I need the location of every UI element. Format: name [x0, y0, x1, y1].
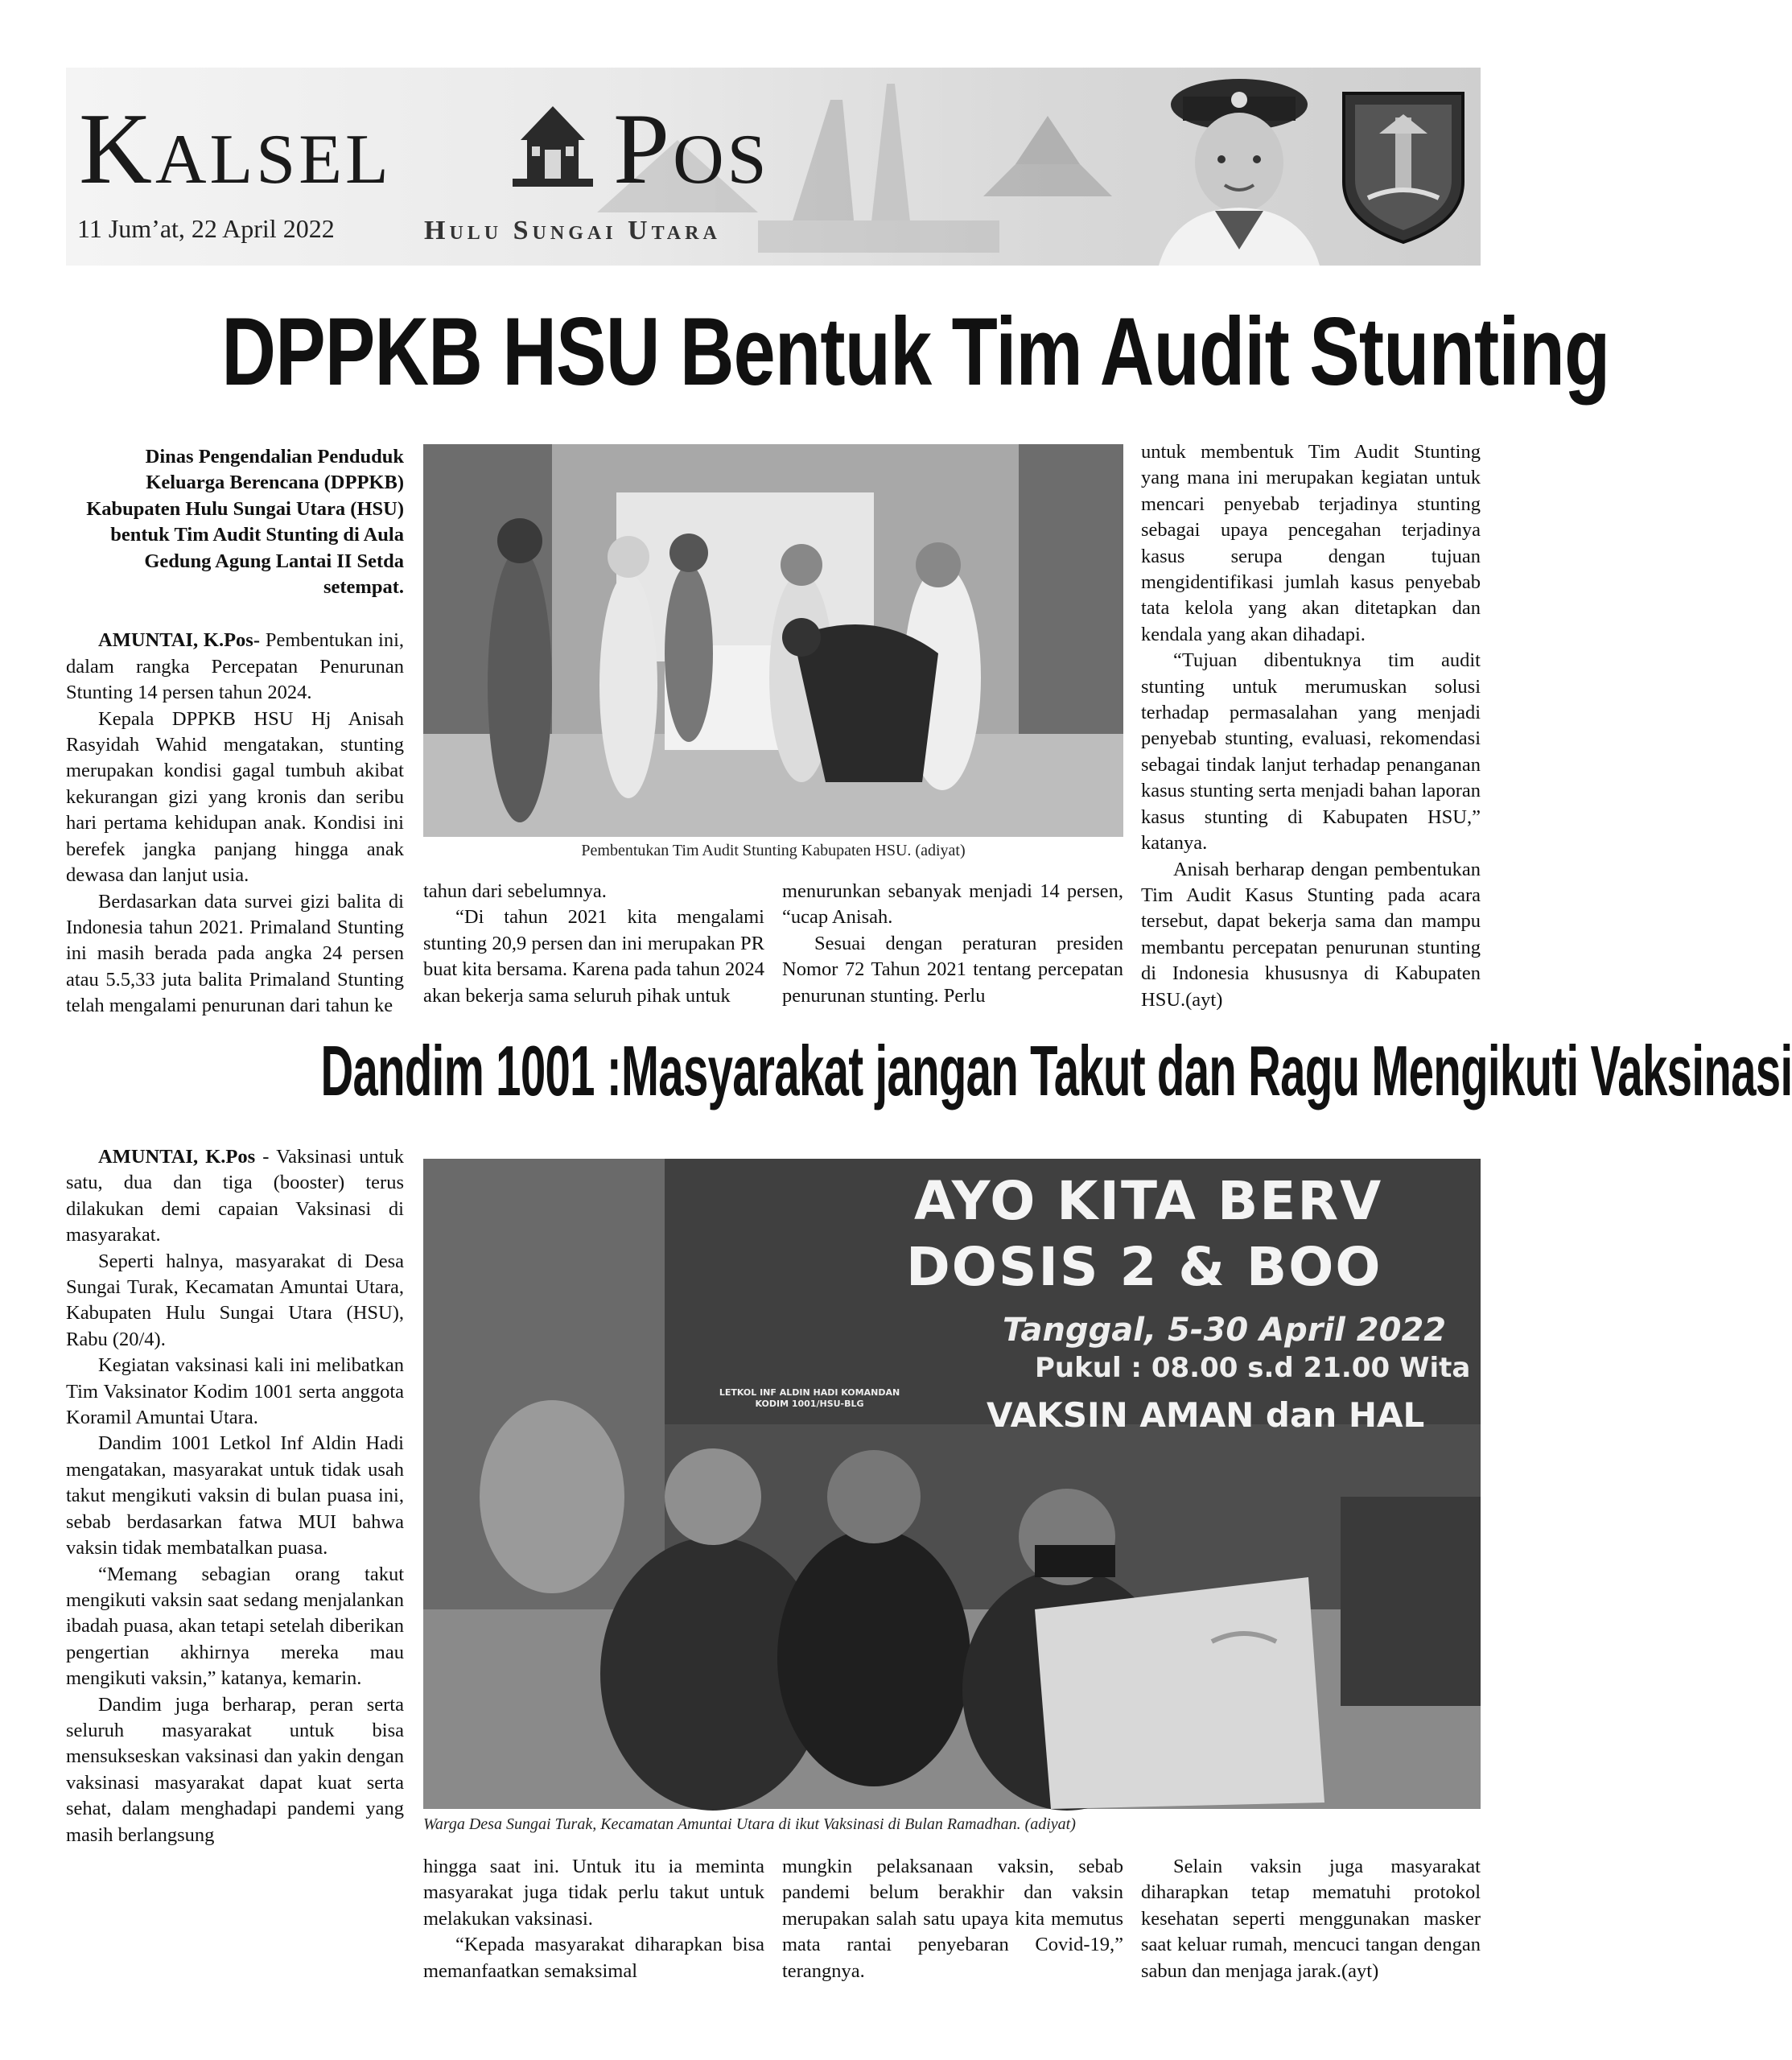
masthead-title-left: Kalsel [79, 93, 392, 205]
article1-photo-caption: Pembentukan Tim Audit Stunting Kabupaten HSU. (adiyat) [581, 842, 966, 859]
article2-paragraph: AMUNTAI, K.Pos - Vaksinasi untuk satu, dua dan tiga (booster) terus dilakukan demi capaian Vaksinasi di masyarakat. [66, 1146, 404, 1246]
article1-paragraph: tahun dari sebelumnya. [423, 880, 607, 902]
article2-paragraph: “Memang sebagian orang takut mengikuti vaksin saat sedang menjalankan ibadah puasa, akan tetapi setelah diberikan pengertian akhirnya mereka mau mengikuti vaksin,” katanya, kemarin. [66, 1563, 404, 1690]
banner-line-5: VAKSIN AMAN dan HAL [987, 1395, 1425, 1435]
article1-column-4 [1141, 439, 1481, 1013]
article2-column-2 [423, 1854, 764, 1984]
article1-column-1 [66, 444, 404, 1020]
banner-line-3: Tanggal, 5-30 April 2022 [1003, 1312, 1447, 1349]
article2-column-4 [1141, 1854, 1481, 1984]
article2-paragraph: Dandim juga berharap, peran serta seluruh masyarakat untuk bisa mensukseskan vaksinasi dan yakin dengan vaksinasi masyarakat dapat kuat serta sehat, dalam menghadapi pandemi yang masih berlangsung [66, 1693, 404, 1846]
region-name: Hulu Sungai Utara [424, 216, 721, 245]
article2-paragraph: Kegiatan vaksinasi kali ini melibatkan Tim Vaksinator Kodim 1001 serta anggota Koramil Amuntai Utara. [66, 1354, 404, 1429]
article2-paragraph: mungkin pelaksanaan vaksin, sebab pandemi belum berakhir dan vaksin merupakan salah satu upaya kita memutus mata rantai penyebaran Covid-19,” terangnya. [782, 1856, 1123, 1982]
article1-paragraph: Kepala DPPKB HSU Hj Anisah Rasyidah Wahid mengatakan, stunting merupakan kondisi gagal tumbuh akibat kekurangan gizi yang kronis dan seribu hari pertama kehidupan anak. Kondisi ini berefek jangka panjang hingga anak dewasa dan lanjut usia. [66, 707, 404, 887]
traditional-house-logo-icon [505, 100, 601, 196]
article1-paragraph: untuk membentuk Tim Audit Stunting yang mana ini merupakan kegiatan untuk mencari penyebab terjadinya stunting sebagai upaya pencegahan terjadinya kasus serupa dengan tujuan mengidentifikasi jumlah kasus penyebab tata kelola yang akan ditetapkan dan kendala yang akan dihadapi. [1141, 441, 1481, 645]
article1-paragraph: Berdasarkan data survei gizi balita di Indonesia tahun 2021. Primaland Stunting ini masih berada pada angka 24 persen atau 5.5,33 juta balita Primaland Stunting telah mengalami penurunan dari tahun ke [66, 890, 404, 1017]
edition-date: 11 Jum’at, 22 April 2022 [77, 214, 335, 243]
article1-column-2 [423, 879, 764, 1009]
article2-photo-caption: Warga Desa Sungai Turak, Kecamatan Amuntai Utara di ikut Vaksinasi di Bulan Ramadhan. (adiyat) [423, 1815, 1076, 1833]
article1-dateline: AMUNTAI, K.Pos- [98, 629, 260, 652]
article2-paragraph: hingga saat ini. Untuk itu ia meminta masyarakat juga tidak perlu takut untuk melakukan vaksinasi. [423, 1856, 764, 1930]
masthead-title-right: Pos [613, 93, 770, 205]
banner-line-4: Pukul : 08.00 s.d 21.00 Wita [1035, 1352, 1471, 1384]
article2-paragraph: Seperti halnya, masyarakat di Desa Sungai Turak, Kecamatan Amuntai Utara, Kabupaten Hulu Sungai Utara (HSU), Rabu (20/4). [66, 1250, 404, 1350]
article2-headline: Dandim 1001 :Masyarakat jangan Takut dan Ragu Mengikuti Vaksinasi [320, 1031, 1792, 1110]
article2-column-1 [66, 1144, 404, 1848]
article2-dateline: AMUNTAI, K.Pos [98, 1146, 256, 1168]
article2-paragraph: Selain vaksin juga masyarakat diharapkan tetap mematuhi protokol kesehatan seperti menggunakan masker saat keluar rumah, mencuci tangan dengan sabun dan menjaga jarak.(ayt) [1141, 1856, 1481, 1982]
banner-line-2: DOSIS 2 & BOO [906, 1236, 1382, 1298]
article1-paragraph: Sesuai dengan peraturan presiden Nomor 72 Tahun 2021 tentang percepatan penurunan stunting. Perlu [782, 932, 1123, 1007]
article2-photo [423, 1159, 1481, 1809]
masthead [66, 68, 1481, 266]
official-portrait-icon [1127, 72, 1352, 266]
article2-paragraph: “Kepada masyarakat diharapkan bisa memanfaatkan semaksimal [423, 1934, 764, 1982]
article1-paragraph: “Di tahun 2021 kita mengalami stunting 20,9 persen dan ini merupakan PR buat kita bersama. Karena pada tahun 2024 akan bekerja sama seluruh pihak untuk [423, 906, 764, 1007]
article2-column-3 [782, 1854, 1123, 1984]
stunting-team-photo-image [423, 444, 1123, 837]
banner-commander-label: LETKOL INF ALDIN HADI KOMANDAN KODIM 1001/HSU-BLG [719, 1387, 900, 1409]
article1-photo [423, 444, 1123, 837]
article2-paragraph: Dandim 1001 Letkol Inf Aldin Hadi mengatakan, masyarakat untuk tidak usah takut mengikuti vaksin di bulan puasa ini, sebab berdasarkan fatwa MUI bahwa vaksin tidak membatalkan puasa. [66, 1432, 404, 1559]
article1-paragraph: Anisah berharap dengan pembentukan Tim Audit Kasus Stunting pada acara tersebut, dapat bekerja sama dan mampu membantu percepatan penurunan stunting di Indonesia khususnya di Kabupaten HSU.(ayt) [1141, 858, 1481, 1011]
article1-paragraph: “Tujuan dibentuknya tim audit stunting untuk merumuskan solusi terhadap permasalahan yang menjadi penyebab stunting, evaluasi, rekomendasi sebagai tindak lanjut terhadap penanganan kasus stunting serta menjadi bahan laporan kasus stunting di Kabupaten HSU,” katanya. [1141, 649, 1481, 855]
article1-lead: Dinas Pengendalian Penduduk Keluarga Berencana (DPPKB) Kabupaten Hulu Sungai Utara (HSU) bentuk Tim Audit Stunting di Aula Gedung Agung Lantai II Setda setempat. [86, 446, 404, 599]
regency-crest-icon [1336, 85, 1471, 246]
banner-line-1: AYO KITA BERV [914, 1170, 1383, 1232]
article1-column-3 [782, 879, 1123, 1009]
article1-headline: DPPKB HSU Bentuk Tim Audit Stunting [221, 298, 1610, 406]
article1-paragraph: menurunkan sebanyak menjadi 14 persen, “ucap Anisah. [782, 880, 1123, 929]
article1-paragraph: AMUNTAI, K.Pos- Pembentukan ini, dalam rangka Percepatan Penurunan Stunting 14 persen tahun 2024. [66, 629, 404, 704]
